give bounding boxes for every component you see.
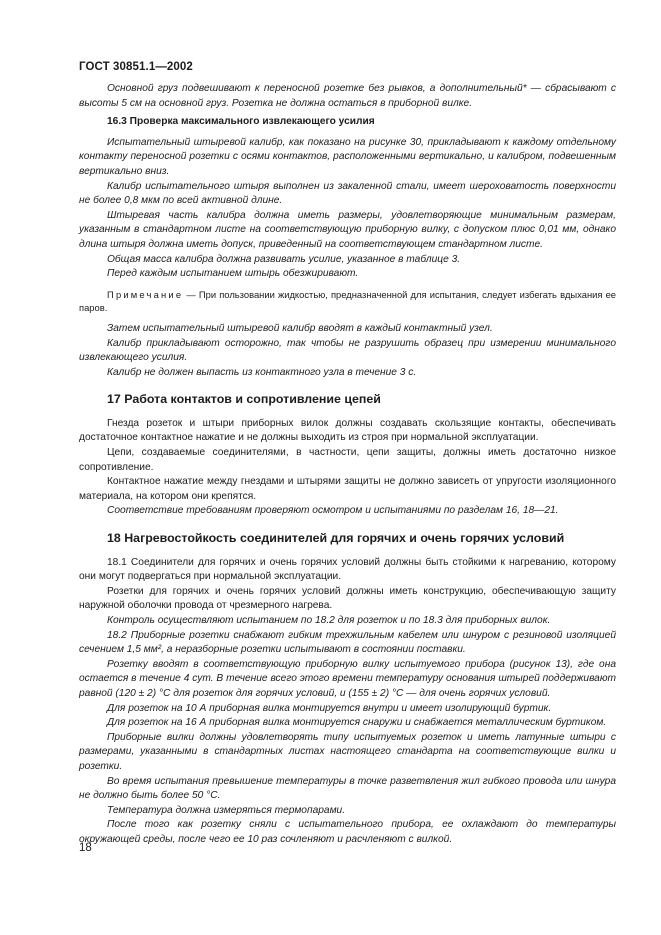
paragraph: Цепи, создаваемые соединителями, в частности, цепи защиты, должны иметь достаточно низкое сопротивление. xyxy=(79,447,616,473)
section-heading: 17 Работа контактов и сопротивление цепей xyxy=(107,392,381,407)
document-body xyxy=(79,82,616,848)
paragraph: Калибр испытательного штыря выполнен из закаленной стали, имеет шероховатость поверхности не более 0,8 мкм по всей активной длине. xyxy=(79,180,616,207)
note-label: Примечание xyxy=(107,288,184,300)
paragraph: Общая масса калибра должна развивать усилие, указанное в таблице 3. xyxy=(107,253,461,265)
note-text: — При пользовании жидкостью, предназначенной для испытания, следует избегать вдыхания ее паров. xyxy=(79,288,616,314)
paragraph: Затем испытательный штыревой калибр вводят в каждый контактный узел. xyxy=(107,322,493,334)
paragraph: Гнезда розеток и штыри приборных вилок должны создавать скользящие контакты, обеспечивать достаточное контактное нажатие и не должны выходить из строя при нормальной эксплуатации. xyxy=(79,417,616,444)
paragraph: Контроль осуществляют испытанием по 18.2 для розеток и по 18.3 для приборных вилок. xyxy=(107,615,551,626)
section-heading: 18 Нагревостойкость соединителей для горячих и очень горячих условий xyxy=(107,531,565,546)
paragraph: Розетку вводят в соответствующую приборную вилку испытуемого прибора (рисунок 13), где она остается в течение 4 сут. В течение всего этого времени температуру основания штырей поддерживают равной (120 ± 2) °C для розеток для горячих условий, и (155 ± 2) °C — для очень горячих условий. xyxy=(79,658,616,699)
paragraph: Для розеток на 16 А приборная вилка монтируется снаружи и снабжается металлическим буртиком. xyxy=(107,717,607,729)
paragraph: Испытательный штыревой калибр, как показано на рисунке 30, прикладывают к каждому отдельному контакту переносной розетки с осями контактов, расположенными вертикально, и калибром, подвешенным вертикально вниз. xyxy=(79,136,616,177)
page-number: 18 xyxy=(79,842,92,854)
subsection-heading: 16.3 Проверка максимального извлекающего усилия xyxy=(107,116,375,128)
paragraph: Калибр не должен выпасть из контактного узла в течение 3 с. xyxy=(107,366,417,378)
paragraph: Калибр прикладывают осторожно, так чтобы не разрушить образец при измерении минимального извлекающего усилия. xyxy=(79,337,616,364)
paragraph: Розетки для горячих и очень горячих условий должны иметь конструкцию, обеспечивающую защиту наружной оболочки провода от чрезмерного нагрева. xyxy=(79,585,616,612)
paragraph: Во время испытания превышение температуры в точке разветвления жил гибкого провода или шнура не должно быть более 50 °C. xyxy=(79,775,616,802)
paragraph: Температура должна измеряться термопарами. xyxy=(107,804,346,816)
paragraph: После того как розетку сняли с испытательного прибора, ее охлаждают до температуры окружающей среды, после чего ее 10 раз сочленяют и расчленяют с вилкой. xyxy=(79,819,616,845)
paragraph: Штыревая часть калибра должна иметь размеры, удовлетворяющие минимальным размерам, указанным в стандартном листе на соответствующую приборную вилку, с допуском плюс 0,01 мм, однако длина штыря должна иметь допуск, приведенный на соответствующем стандартном листе. xyxy=(79,209,616,250)
paragraph: Соответствие требованиям проверяют осмотром и испытаниями по разделам 16, 18—21. xyxy=(107,505,559,517)
paragraph: 18.1 Соединители для горячих и очень горячих условий должны быть стойкими к нагреванию, которому они могут подвергаться при нормальной эксплуатации. xyxy=(79,556,616,583)
paragraph: Перед каждым испытанием штырь обезжиривают. xyxy=(107,268,359,280)
paragraph: Приборные вилки должны удовлетворять типу испытуемых розеток и иметь латунные штыри с размерами, указанными в стандартных листах настоящего стандарта на соответствующие вилки и розетки. xyxy=(79,731,616,772)
paragraph: Основной груз подвешивают к переносной розетке без рывков, а дополнительный* — сбрасывают с высоты 5 см на основной груз. Розетка не должна остаться в приборной вилке. xyxy=(79,83,616,109)
paragraph: 18.2 Приборные розетки снабжают гибким трехжильным кабелем или шнуром с резиновой изоляцией сечением 1,5 мм², а неразборные розетки испытывают в состоянии поставки. xyxy=(79,629,616,656)
document-header: ГОСТ 30851.1—2002 xyxy=(79,61,193,73)
paragraph: Для розеток на 10 А приборная вилка монтируется внутри и имеет изолирующий буртик. xyxy=(107,702,552,714)
note xyxy=(79,288,616,315)
paragraph: Контактное нажатие между гнездами и штырями защиты не должно зависеть от упругости изоляционного материала, на котором они крепятся. xyxy=(79,476,616,502)
